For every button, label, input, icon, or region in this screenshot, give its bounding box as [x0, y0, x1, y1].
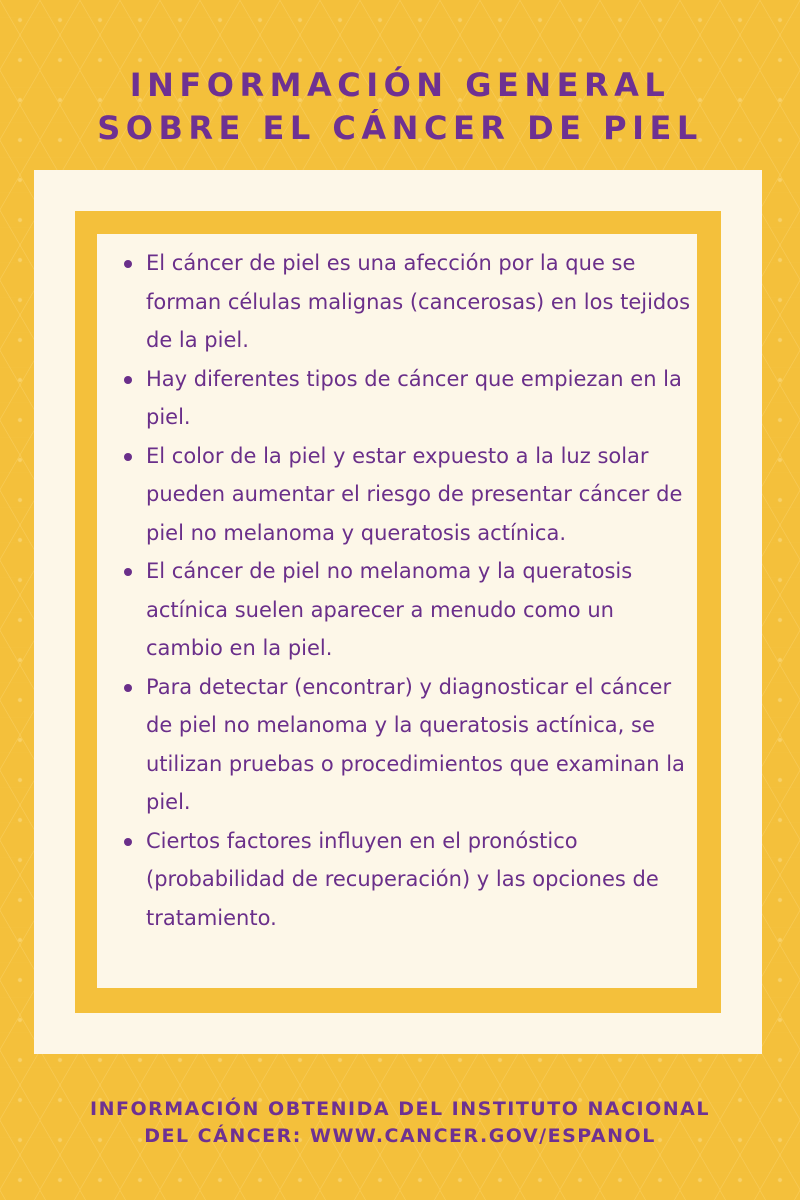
- list-item: [146, 437, 691, 553]
- bullet-text: El cáncer de piel no melanoma y la queratosis actínica suelen aparecer a menudo como un cambio en la piel.: [146, 559, 633, 660]
- page-title: [0, 64, 800, 150]
- footer-line-1: INFORMACIÓN OBTENIDA DEL INSTITUTO NACIONAL: [90, 1098, 710, 1120]
- bullet-text: Ciertos factores influyen en el pronóstico (probabilidad de recuperación) y las opciones de tratamiento.: [146, 828, 659, 930]
- bullet-icon: [124, 376, 132, 384]
- bullet-icon: [124, 838, 132, 846]
- list-item: [146, 360, 691, 437]
- source-footer: [0, 1096, 800, 1150]
- list-item: [146, 552, 691, 668]
- bullet-icon: [124, 568, 132, 576]
- footer-line-2: DEL CÁNCER: WWW.CANCER.GOV/ESPANOL: [144, 1125, 656, 1147]
- list-item: [146, 822, 691, 938]
- title-line-2: SOBRE EL CÁNCER DE PIEL: [97, 109, 703, 147]
- bullet-list: [146, 244, 691, 937]
- title-line-1: INFORMACIÓN GENERAL: [129, 66, 671, 104]
- bullet-icon: [124, 260, 132, 268]
- list-item: [146, 668, 691, 822]
- bullet-icon: [124, 684, 132, 692]
- bullet-text: El cáncer de piel es una afección por la que se forman células malignas (cancerosas) en los tejidos de la piel.: [146, 251, 691, 352]
- list-item: [146, 244, 691, 360]
- content-card: [97, 234, 697, 988]
- bullet-text: Hay diferentes tipos de cáncer que empiezan en la piel.: [146, 366, 682, 429]
- bullet-icon: [124, 453, 132, 461]
- bullet-text: Para detectar (encontrar) y diagnosticar el cáncer de piel no melanoma y la queratosis actínica, se utilizan pruebas o procedimientos que examinan la piel.: [146, 674, 685, 814]
- bullet-text: El color de la piel y estar expuesto a la luz solar pueden aumentar el riesgo de presentar cáncer de piel no melanoma y queratosis actínica.: [146, 443, 683, 545]
